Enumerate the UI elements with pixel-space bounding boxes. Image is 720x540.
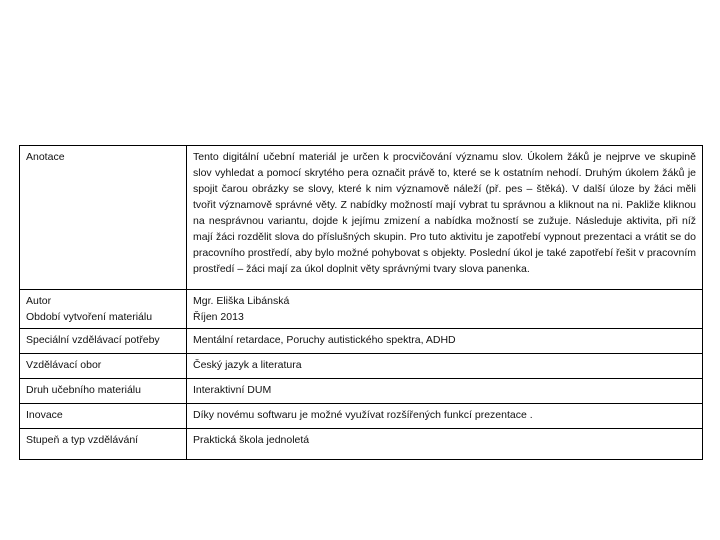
label-annotation: Anotace [20,146,187,290]
label-special-needs: Speciální vzdělávací potřeby [20,329,187,354]
table-row-author [20,290,703,329]
table-row-annotation [20,146,703,290]
table-row-special-needs [20,329,703,354]
value-author: Mgr. Eliška Libánská [193,295,290,307]
label-material-type: Druh učebního materiálu [20,379,187,404]
value-material-type: Interaktivní DUM [187,379,703,404]
value-annotation: Tento digitální učební materiál je určen k procvičování významu slov. Úkolem žáků je nejprve ve skupině slov vyhledat a pomocí skrytého pera označit právě to, které se k ostatním nehodí. Druhým úkolem žáků je spojit čarou obrázky se slovy, které k nim významově náleží (př. pes – štěká). V další úloze by žáci měli tvořit významově správné věty. Z nabídky možností mají vybrat tu správnou a kliknout na ni. Pakliže kliknou na nesprávnou variantu, dojde k jejímu zmizení a nabídka možností se zužuje. Následuje aktivita, při níž mají žáci rozdělit slova do příslušných skupin. Pro tuto aktivitu je zapotřebí vypnout prezentaci a vrátit se do pracovního prostředí, aby bylo možné pohybovat s objekty. Poslední úkol je také zapotřebí řešit v pracovním prostředí – žáci mají za úkol doplnit věty správnými tvary slova panenka. [187,146,703,290]
label-creation-period: Období vytvoření materiálu [26,311,153,323]
value-special-needs: Mentální retardace, Poruchy autistického spektra, ADHD [187,329,703,354]
value-field: Český jazyk a literatura [187,354,703,379]
table-row-innovation [20,404,703,429]
table-row-field [20,354,703,379]
table-row-material-type [20,379,703,404]
value-education-level: Praktická škola jednoletá [187,429,703,460]
label-education-level: Stupeň a typ vzdělávání [20,429,187,460]
label-author-period [20,290,187,329]
value-innovation: Díky novému softwaru je možné využívat rozšířených funkcí prezentace . [187,404,703,429]
metadata-table [19,145,703,460]
table-row-education-level [20,429,703,460]
label-author: Autor [26,295,52,307]
value-author-period [187,290,703,329]
value-creation-period: Říjen 2013 [193,311,244,323]
label-field: Vzdělávací obor [20,354,187,379]
label-innovation: Inovace [20,404,187,429]
